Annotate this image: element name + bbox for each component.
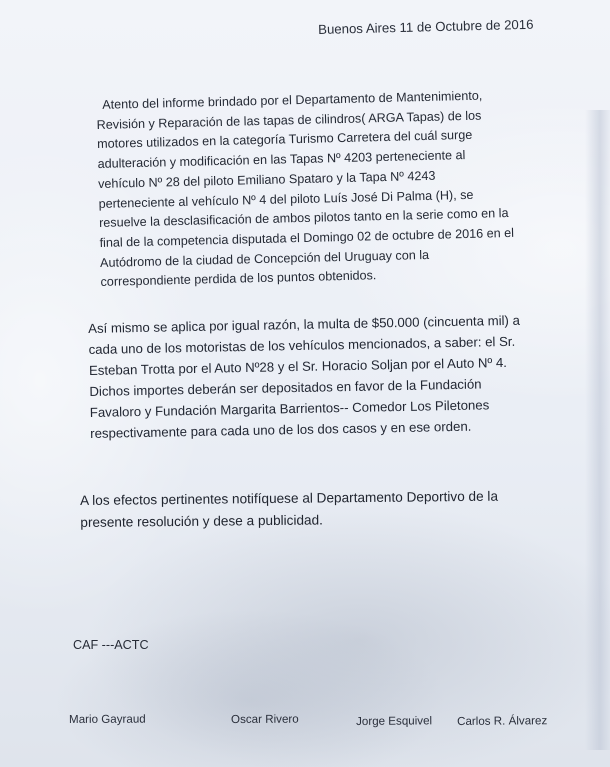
paragraph-line: motores utilizados en la categoría Turismo Carretera del cuál surge [97, 128, 473, 152]
paragraph-disqualification [96, 86, 515, 293]
paragraph-line: correspondiente perdida de los puntos obtenidos. [100, 268, 377, 290]
paragraph-line: Autódromo de la ciudad de Concepción del Uruguay con la [99, 247, 430, 270]
paragraph-fine [88, 310, 522, 444]
paper-fold-shadow [585, 110, 610, 750]
paragraph-line: resuelve la desclasificación de ambos pilotos tanto en la serie como en la [98, 206, 509, 231]
paragraph-line: Favaloro y Fundación Margarita Barrientos-- Comedor Los Piletones [89, 397, 490, 420]
paragraph-line: cada uno de los motoristas de los vehículos mencionados, a saber: el Sr. [88, 333, 516, 357]
paragraph-line: vehículo Nº 28 del piloto Emiliano Spataro y la Tapa Nº 4243 [97, 168, 436, 191]
organization-label: CAF ---ACTC [73, 638, 149, 652]
paragraph-line: final de la competencia disputada el Domingo 02 de octubre de 2016 en el [99, 225, 515, 250]
paragraph-line: Revisión y Reparación de las tapas de cilindros( ARGA Tapas) de los [96, 108, 482, 132]
paragraph-line: respectivamente para cada uno de los dos casos y en ese orden. [90, 418, 472, 441]
signatory-name: Mario Gayraud [69, 712, 146, 726]
signatory-name: Jorge Esquivel [356, 714, 433, 728]
signatory-name: Oscar Rivero [231, 712, 299, 726]
signatory-name: Carlos R. Álvarez [457, 714, 548, 728]
paragraph-line: Atento del informe brindado por el Departamento de Mantenimiento, [102, 88, 483, 112]
paragraph-line: A los efectos pertinentes notifíquese al Departamento Deportivo de la [80, 488, 499, 508]
paragraph-line: presente resolución y dese a publicidad. [80, 512, 323, 530]
paragraph-line: Dichos importes deberán ser depositados en favor de la Fundación [89, 376, 482, 399]
paragraph-line: Así mismo se aplica por igual razón, la multa de $50.000 (cincuenta mil) a [88, 312, 521, 336]
paragraph-line: perteneciente al vehículo Nº 4 del piloto Luís José Di Palma (H), se [98, 187, 474, 211]
paragraph-notification [80, 486, 498, 534]
paragraph-line: Esteban Trotta por el Auto Nº28 y el Sr. Horacio Soljan por el Auto Nº 4. [88, 354, 508, 378]
paragraph-line: adulteración y modificación en las Tapas Nº 4203 perteneciente al [97, 148, 466, 172]
document-date: Buenos Aires 11 de Octubre de 2016 [318, 16, 534, 37]
